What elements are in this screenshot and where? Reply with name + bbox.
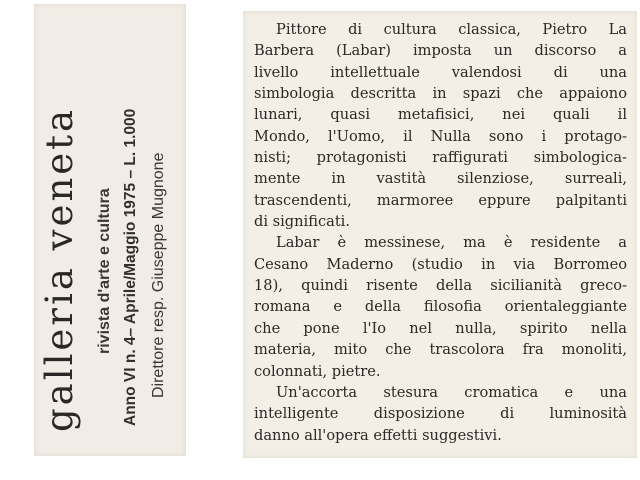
article-line: trascendenti, marmoree eppure palpitanti xyxy=(254,191,627,209)
magazine-title: galleria veneta xyxy=(38,106,81,432)
issue-info: Anno VI n. 4– Aprile/Maggio 1975 – L. 1.000 xyxy=(122,108,139,426)
article-line: nisti; protagonisti raffigurati simbologica- xyxy=(254,149,627,167)
magazine-subtitle: rivista d'arte e cultura xyxy=(96,188,113,354)
article-line: Barbera (Labar) imposta un discorso a xyxy=(254,42,627,60)
article-line: Cesano Maderno (studio in via Borromeo xyxy=(254,255,627,273)
article-line: mente in vastità silenziose, surreali, xyxy=(254,170,627,188)
article-line: romana e della filosofia orientaleggiante xyxy=(254,298,627,316)
article-line: Labar è messinese, ma è residente a xyxy=(276,234,627,252)
article-line: 18), quindi risente della sicilianità greco- xyxy=(254,277,627,295)
masthead-rotated-block xyxy=(34,4,186,456)
director-credit: Direttore resp. Giuseppe Mugnone xyxy=(150,152,167,398)
article-line: Pittore di cultura classica, Pietro La xyxy=(276,21,627,38)
article-line: intelligente disposizione di luminosità xyxy=(254,405,627,423)
article-line: Mondo, l'Uomo, il Nulla sono i protago- xyxy=(254,127,627,145)
article-body xyxy=(254,19,627,446)
article-line: che pone l'Io nel nulla, spirito nella xyxy=(254,319,627,337)
article-line: danno all'opera effetti suggestivi. xyxy=(254,426,502,444)
masthead-clipping xyxy=(34,4,186,456)
article-clipping xyxy=(243,11,637,458)
article-line: livello intellettuale valendosi di una xyxy=(254,63,627,81)
article-line: di significati. xyxy=(254,213,350,231)
article-line: colonnati, pietre. xyxy=(254,362,381,380)
article-line: lunari, quasi metafisici, nei quali il xyxy=(254,106,627,124)
article-line: Un'accorta stesura cromatica e una xyxy=(276,383,627,401)
article-line: simbologia descritta in spazi che appaiono xyxy=(254,85,627,103)
article-line: materia, mito che trascolora fra monoliti, xyxy=(254,341,627,359)
